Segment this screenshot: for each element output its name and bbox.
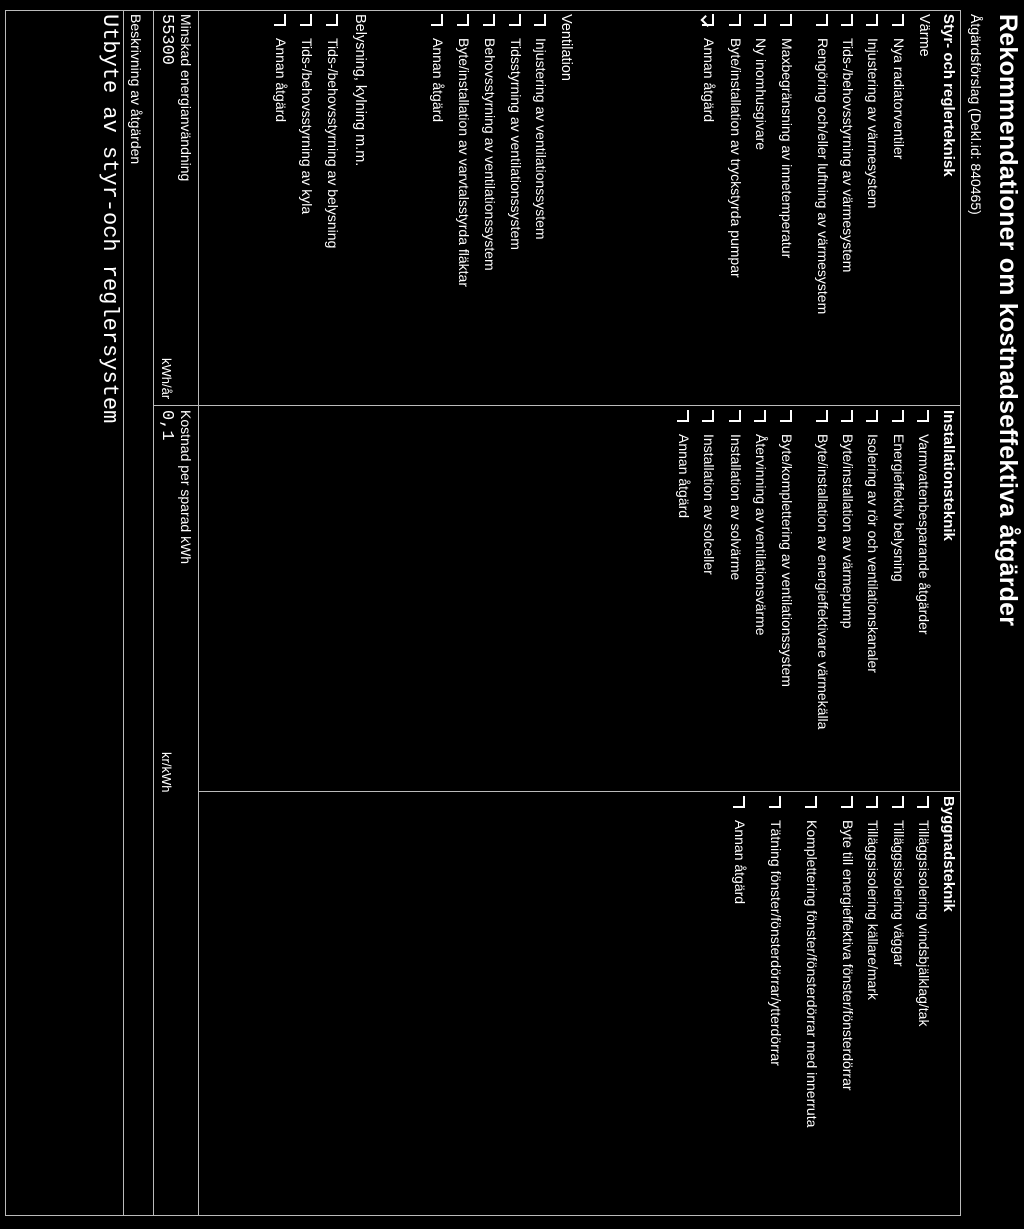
varme-item-label: Nya radiatorventiler [891, 38, 907, 160]
group-label-belysning: Belysning, kylning m.m. [352, 14, 368, 167]
cost-label: Kostnad per sparad kWh [178, 410, 194, 565]
installation-item-label: Energieffektiv belysning [891, 434, 907, 582]
byggnad-item-label: Tilläggsisolering källare/mark [865, 820, 881, 1000]
divider [199, 405, 961, 406]
section-header-installation: Installationsteknik [940, 410, 957, 541]
varme-item-label: Rengöring och/eller luftning av värmesystem [815, 38, 831, 315]
byggnad-item-label: Annan åtgärd [732, 820, 748, 905]
installation-item[interactable] [727, 410, 744, 780]
checkbox-icon[interactable] [754, 410, 766, 422]
installation-item[interactable] [890, 410, 907, 780]
checkbox-icon[interactable] [300, 14, 312, 26]
divider [198, 10, 199, 1216]
checkbox-icon[interactable] [729, 410, 741, 422]
checkbox-icon[interactable] [733, 796, 745, 808]
description-text[interactable]: Utbyte av styr-och reglersystem [97, 14, 122, 424]
checkbox-icon[interactable] [917, 796, 929, 808]
byggnad-item[interactable] [890, 796, 907, 1196]
checkbox-icon[interactable] [274, 14, 286, 26]
section-header-byggnad: Byggnadsteknik [940, 796, 957, 912]
checkbox-icon[interactable] [534, 14, 546, 26]
varme-item[interactable] [814, 14, 831, 394]
ventilation-item-label: Annan åtgärd [430, 38, 446, 123]
byggnad-item[interactable] [864, 796, 881, 1196]
checkbox-icon[interactable] [754, 14, 766, 26]
checkbox-icon[interactable] [866, 796, 878, 808]
varme-item[interactable] [890, 14, 907, 394]
group-label-ventilation: Ventilation [558, 14, 574, 81]
checkbox-icon[interactable] [892, 796, 904, 808]
checkbox-icon[interactable] [816, 14, 828, 26]
belysning-item-label: Tids-/behovsstyrning av kyla [299, 38, 315, 215]
checkbox-icon[interactable] [677, 410, 689, 422]
varme-item-label: Maxbegränsning av innetemperatur [779, 38, 795, 259]
installation-item-label: Byte/komplettering av ventilationssystem [779, 434, 795, 687]
checkbox-checked-icon[interactable] [702, 14, 714, 26]
description-label: Beskrivning av åtgärden [128, 14, 144, 165]
energy-value[interactable]: 55300 [157, 14, 176, 66]
section-header-styr: Styr- och reglerteknisk [940, 14, 957, 177]
byggnad-item-label: Komplettering fönster/fönsterdörrar med innerruta [804, 820, 820, 1128]
belysning-item-label: Annan åtgärd [273, 38, 289, 123]
byggnad-item[interactable] [839, 796, 856, 1196]
installation-item[interactable] [864, 410, 881, 780]
installation-item-label: Installation av solceller [701, 434, 717, 575]
ventilation-item-label: Injustering av ventilationssystem [533, 38, 549, 240]
installation-item-label: Varmvattenbesparande åtgärder [916, 434, 932, 635]
installation-item-label: Byte/installation av värmepump [840, 434, 856, 629]
installation-item[interactable] [814, 410, 831, 780]
ventilation-item[interactable] [429, 14, 446, 394]
divider [153, 10, 154, 1216]
checkbox-icon[interactable] [805, 796, 817, 808]
group-label-varme: Värme [916, 14, 932, 57]
belysning-item[interactable] [324, 14, 341, 394]
byggnad-item[interactable] [915, 796, 932, 1196]
belysning-item[interactable] [298, 14, 315, 394]
checkbox-icon[interactable] [841, 796, 853, 808]
varme-item[interactable] [700, 14, 717, 394]
cost-unit: kr/kWh [159, 752, 174, 793]
divider [123, 10, 124, 1216]
installation-item[interactable] [915, 410, 932, 780]
varme-item-label: Annan åtgärd [701, 38, 717, 123]
installation-item-label: Byte/installation av energieffektivare värmekälla [815, 434, 831, 730]
ventilation-item-label: Tidsstyrning av ventilationssystem [508, 38, 524, 250]
divider [154, 405, 199, 406]
installation-item[interactable] [752, 410, 769, 780]
byggnad-item-label: Tätning fönster/fönsterdörrar/ytterdörrar [768, 820, 784, 1066]
ventilation-item-label: Behovsstyrning av ventilationssystem [482, 38, 498, 271]
installation-item-label: Installation av solvärme [728, 434, 744, 581]
checkbox-icon[interactable] [816, 410, 828, 422]
checkbox-icon[interactable] [431, 14, 443, 26]
checkbox-icon[interactable] [892, 14, 904, 26]
cost-value[interactable]: 0,1 [157, 410, 176, 441]
byggnad-item[interactable] [803, 796, 820, 1196]
belysning-item-label: Tids-/behovsstyrning av belysning [325, 38, 341, 249]
varme-item[interactable] [864, 14, 881, 394]
checkbox-icon[interactable] [780, 14, 792, 26]
varme-item-label: Byte/installation av tryckstyrda pumpar [728, 38, 744, 278]
byggnad-item-label: Tilläggsisolering vindsbjälklag/tak [916, 820, 932, 1027]
installation-item-label: Isolering av rör och ventilationskanaler [865, 434, 881, 673]
checkbox-icon[interactable] [729, 14, 741, 26]
byggnad-item-label: Byte till energieffektiva fönster/fönsterdörrar [840, 820, 856, 1091]
installation-item[interactable] [700, 410, 717, 780]
checkbox-icon[interactable] [780, 410, 792, 422]
byggnad-item[interactable] [731, 796, 748, 1196]
checkbox-icon[interactable] [769, 796, 781, 808]
checkbox-icon[interactable] [841, 14, 853, 26]
checkbox-icon[interactable] [866, 410, 878, 422]
ventilation-item[interactable] [507, 14, 524, 394]
installation-item[interactable] [675, 410, 692, 780]
installation-item[interactable] [778, 410, 795, 780]
page-title: Rekommendationer om kostnadseffektiva åtgärder [994, 14, 1022, 627]
checkbox-icon[interactable] [841, 410, 853, 422]
varme-item[interactable] [727, 14, 744, 394]
installation-item-label: Annan åtgärd [676, 434, 692, 519]
byggnad-item[interactable] [767, 796, 784, 1196]
checkbox-icon[interactable] [702, 410, 714, 422]
ventilation-item-label: Byte/installation av varvtalsstyrda fläktar [456, 38, 472, 287]
varme-item-label: Injustering av värmesystem [865, 38, 881, 209]
page-subtitle: Åtgärdsförslag (Dekl.id: 840465) [968, 14, 984, 215]
checkbox-icon[interactable] [483, 14, 495, 26]
varme-item-label: Ny inomhusgivare [753, 38, 769, 151]
checkbox-icon[interactable] [326, 14, 338, 26]
installation-item[interactable] [839, 410, 856, 780]
energy-label: Minskad energianvändning [178, 14, 194, 182]
varme-item[interactable] [778, 14, 795, 394]
checkbox-icon[interactable] [917, 410, 929, 422]
ventilation-item[interactable] [455, 14, 472, 394]
ventilation-item[interactable] [532, 14, 549, 394]
ventilation-item[interactable] [481, 14, 498, 394]
byggnad-item-label: Tilläggsisolering väggar [891, 820, 907, 967]
checkbox-icon[interactable] [866, 14, 878, 26]
varme-item[interactable] [839, 14, 856, 394]
checkbox-icon[interactable] [509, 14, 521, 26]
divider [199, 791, 961, 792]
belysning-item[interactable] [272, 14, 289, 394]
checkbox-icon[interactable] [892, 410, 904, 422]
checkbox-icon[interactable] [457, 14, 469, 26]
varme-item-label: Tids-/behovsstyrning av värmesystem [840, 38, 856, 273]
installation-item-label: Återvinning av ventilationsvärme [753, 434, 769, 636]
energy-unit: kWh/år [159, 358, 174, 400]
varme-item[interactable] [752, 14, 769, 394]
